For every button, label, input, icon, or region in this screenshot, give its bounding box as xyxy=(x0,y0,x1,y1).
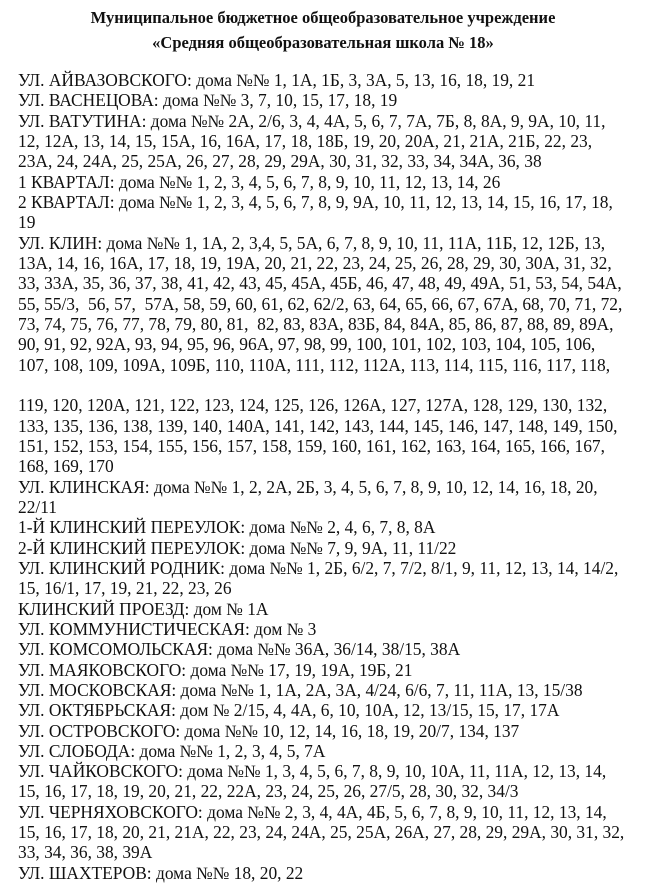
address-line: 90, 91, 92, 92А, 93, 94, 95, 96, 96А, 97, 98, 99, 100, 101, 102, 103, 104, 105, 106, xyxy=(18,334,596,355)
address-line: 168, 169, 170 xyxy=(18,456,114,477)
address-line: 119, 120, 120А, 121, 122, 123, 124, 125, 126, 126А, 127, 127А, 128, 129, 130, 132, xyxy=(18,395,608,416)
address-line: 2 КВАРТАЛ: дома №№ 1, 2, 3, 4, 5, 6, 7, 8, 9, 9А, 10, 11, 12, 13, 14, 15, 16, 17, 18, xyxy=(18,191,613,212)
address-line: 107, 108, 109, 109А, 109Б, 110, 110А, 111, 112, 112А, 113, 114, 115, 116, 117, 118, xyxy=(18,354,611,375)
address-line: УЛ. АЙВАЗОВСКОГО: дома №№ 1, 1А, 1Б, 3, 3А, 5, 13, 16, 18, 19, 21 xyxy=(18,70,536,90)
address-line: УЛ. ШАХТЕРОВ: дома №№ 18, 20, 22 xyxy=(18,862,304,883)
address-line: 22/11 xyxy=(18,496,57,517)
address-line: УЛ. КЛИНСКАЯ: дома №№ 1, 2, 2А, 2Б, 3, 4, 5, 6, 7, 8, 9, 10, 12, 14, 16, 18, 20, xyxy=(18,476,598,497)
address-line: УЛ. ВАСНЕЦОВА: дома №№ 3, 7, 10, 15, 17, 18, 19 xyxy=(18,90,398,111)
address-line: КЛИНСКИЙ ПРОЕЗД: дом № 1А xyxy=(18,598,269,619)
address-line: 1-Й КЛИНСКИЙ ПЕРЕУЛОК: дома №№ 2, 4, 6, 7, 8, 8А xyxy=(18,517,436,538)
document-header xyxy=(0,5,646,55)
address-line: УЛ. ЧЕРНЯХОВСКОГО: дома №№ 2, 3, 4, 4А, 4Б, 5, 6, 7, 8, 9, 10, 11, 12, 13, 14, xyxy=(18,801,607,822)
address-line: 151, 152, 153, 154, 155, 156, 157, 158, 159, 160, 161, 162, 163, 164, 165, 166, 167, xyxy=(18,435,605,456)
address-line: УЛ. ОСТРОВСКОГО: дома №№ 10, 12, 14, 16, 18, 19, 20/7, 134, 137 xyxy=(18,720,520,741)
address-line: УЛ. КОММУНИСТИЧЕСКАЯ: дом № 3 xyxy=(18,618,317,639)
address-line: УЛ. ОКТЯБРЬСКАЯ: дом № 2/15, 4, 4А, 6, 10, 10А, 12, 13/15, 15, 17, 17А xyxy=(18,700,560,721)
address-line: 23А, 24, 24А, 25, 25А, 26, 27, 28, 29, 29А, 30, 31, 32, 33, 34, 34А, 36, 38 xyxy=(18,151,542,172)
address-list xyxy=(18,70,642,883)
address-line: УЛ. СЛОБОДА: дома №№ 1, 2, 3, 4, 5, 7А xyxy=(18,740,326,761)
address-line: 15, 16/1, 17, 19, 21, 22, 23, 26 xyxy=(18,578,232,599)
address-line: 133, 135, 136, 138, 139, 140, 140А, 141, 142, 143, 144, 145, 146, 147, 148, 149, 150, xyxy=(18,415,618,436)
address-line: 13А, 14, 16, 16А, 17, 18, 19, 19А, 20, 21, 22, 23, 24, 25, 26, 28, 29, 30, 30А, 31, 32, xyxy=(18,252,612,273)
address-line: 33, 33А, 35, 36, 37, 38, 41, 42, 43, 45, 45А, 45Б, 46, 47, 48, 49, 49А, 51, 53, 54, 54А, xyxy=(18,273,622,294)
address-line: 15, 16, 17, 18, 20, 21, 21А, 22, 23, 24, 24А, 25, 25А, 26А, 27, 28, 29, 29А, 30, 31, 32, xyxy=(18,822,625,843)
address-line: УЛ. КЛИНСКИЙ РОДНИК: дома №№ 1, 2Б, 6/2, 7, 7/2, 8/1, 9, 11, 12, 13, 14, 14/2, xyxy=(18,557,619,578)
school-name-line-1: Муниципальное бюджетное общеобразовательное учреждение xyxy=(90,8,556,27)
address-line: УЛ. ВАТУТИНА: дома №№ 2А, 2/6, 3, 4, 4А, 5, 6, 7, 7А, 7Б, 8, 8А, 9, 9А, 10, 11, xyxy=(18,110,606,131)
address-line: 1 КВАРТАЛ: дома №№ 1, 2, 3, 4, 5, 6, 7, 8, 9, 10, 11, 12, 13, 14, 26 xyxy=(18,171,501,192)
address-line: УЛ. КОМСОМОЛЬСКАЯ: дома №№ 36А, 36/14, 38/15, 38А xyxy=(18,639,461,660)
address-line: 12, 12А, 13, 14, 15, 15А, 16, 16А, 17, 18, 18Б, 19, 20, 20А, 21, 21А, 21Б, 22, 23, xyxy=(18,130,593,151)
address-line: УЛ. ЧАЙКОВСКОГО: дома №№ 1, 3, 4, 5, 6, 7, 8, 9, 10, 10А, 11, 11А, 12, 13, 14, xyxy=(18,761,607,782)
school-name-line-2: «Средняя общеобразовательная школа № 18» xyxy=(152,33,494,52)
blank-line xyxy=(18,375,642,395)
address-line: 15, 16, 17, 18, 19, 20, 21, 22, 22А, 23, 24, 25, 26, 27/5, 28, 30, 32, 34/3 xyxy=(18,781,519,802)
address-line: 2-Й КЛИНСКИЙ ПЕРЕУЛОК: дома №№ 7, 9, 9А, 11, 11/22 xyxy=(18,537,457,558)
address-line: УЛ. МОСКОВСКАЯ: дома №№ 1, 1А, 2А, 3А, 4/24, 6/6, 7, 11, 11А, 13, 15/38 xyxy=(18,679,583,700)
address-line: 73, 74, 75, 76, 77, 78, 79, 80, 81, 82, 83, 83А, 83Б, 84, 84А, 85, 86, 87, 88, 89, 89А, xyxy=(18,313,614,334)
address-line: УЛ. МАЯКОВСКОГО: дома №№ 17, 19, 19А, 19Б, 21 xyxy=(18,659,413,680)
address-line: УЛ. КЛИН: дома №№ 1, 1А, 2, 3,4, 5, 5А, 6, 7, 8, 9, 10, 11, 11А, 11Б, 12, 12Б, 13, xyxy=(18,232,606,253)
address-line: 19 xyxy=(18,212,36,233)
address-line: 33, 34, 36, 38, 39А xyxy=(18,842,153,863)
address-line: 55, 55/3, 56, 57, 57А, 58, 59, 60, 61, 62, 62/2, 63, 64, 65, 66, 67, 67А, 68, 70, 71, 72, xyxy=(18,293,623,314)
